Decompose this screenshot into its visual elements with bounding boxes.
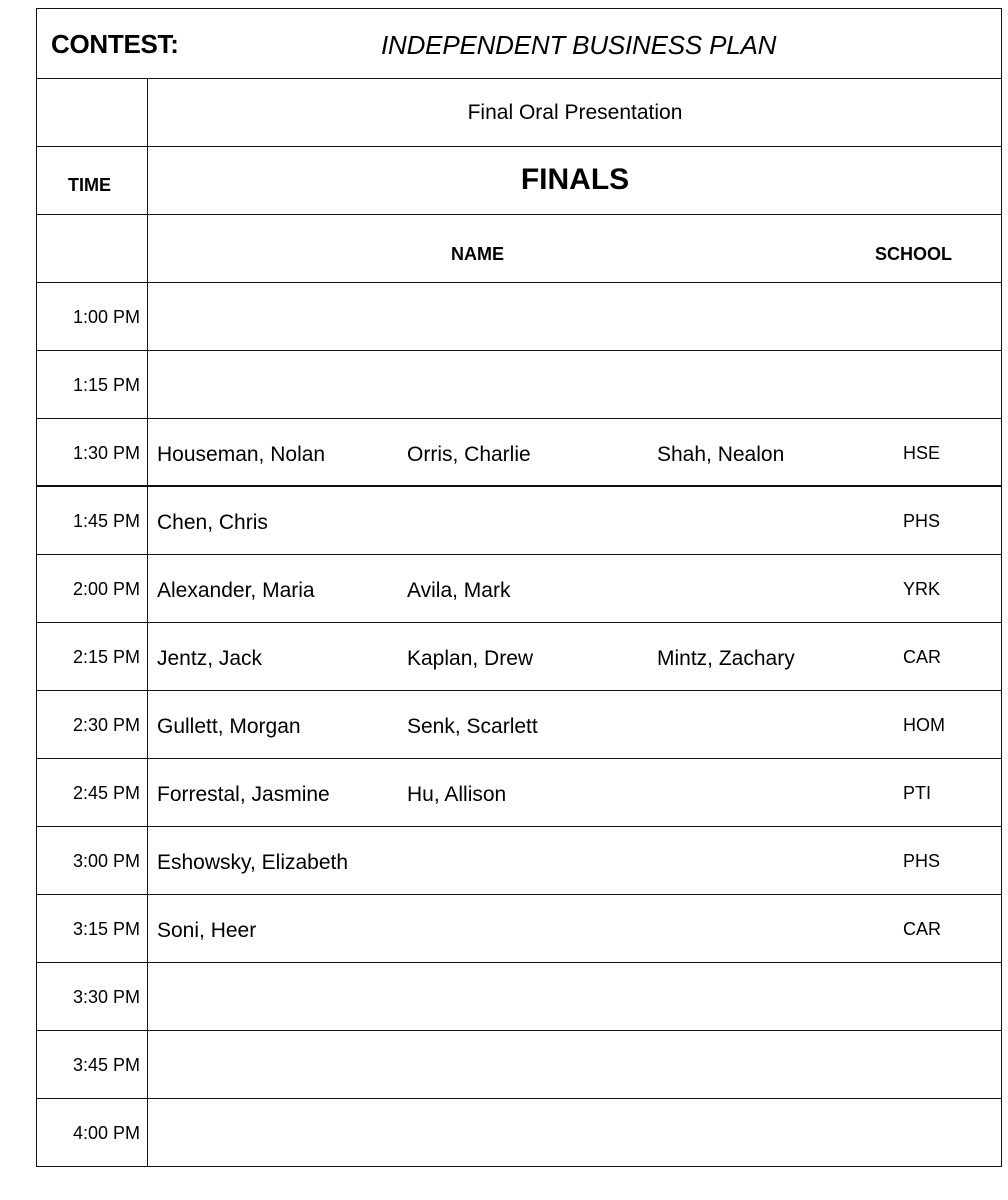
participants-cell — [149, 691, 1001, 758]
schedule-row — [37, 351, 1001, 419]
time-cell — [37, 827, 148, 894]
schedule-slots — [37, 283, 1001, 1167]
slot-time: 3:00 PM — [72, 851, 140, 871]
participant-name: Soni, Heer — [157, 919, 257, 942]
subtitle-cell — [149, 79, 1001, 146]
school-code: CAR — [903, 647, 942, 667]
participant-name: Senk, Scarlett — [407, 715, 538, 738]
participants-cell — [149, 555, 1001, 622]
school-code: PTI — [903, 783, 932, 803]
school-code: HOM — [903, 715, 945, 735]
participant-name: Eshowsky, Elizabeth — [157, 851, 349, 874]
participant-name: Avila, Mark — [407, 579, 511, 602]
round-title: FINALS — [520, 163, 630, 196]
subtitle-row — [37, 79, 1001, 147]
school-code: HSE — [903, 443, 941, 463]
slot-time: 3:15 PM — [72, 919, 140, 939]
school-code: CAR — [903, 919, 942, 939]
participants-cell — [149, 759, 1001, 826]
participants-cell — [149, 1099, 1001, 1166]
schedule-row — [37, 1099, 1001, 1167]
schedule-row — [37, 419, 1001, 487]
slot-time: 2:45 PM — [72, 783, 140, 803]
time-header: TIME — [68, 175, 111, 195]
time-cell — [37, 555, 148, 622]
participants-cell — [149, 963, 1001, 1030]
participant-name: Chen, Chris — [157, 511, 268, 534]
participant-name: Forrestal, Jasmine — [157, 783, 330, 806]
column-header-cell — [149, 215, 1001, 282]
schedule-row — [37, 759, 1001, 827]
participants-cell — [149, 895, 1001, 962]
time-cell — [37, 419, 148, 485]
schedule-sheet — [36, 8, 1002, 1167]
participant-name: Shah, Nealon — [657, 443, 785, 466]
subtitle: Final Oral Presentation — [467, 101, 683, 124]
time-header-cell — [37, 147, 148, 214]
participant-name: Gullett, Morgan — [157, 715, 301, 738]
participant-name: Houseman, Nolan — [157, 443, 326, 466]
schedule-row — [37, 623, 1001, 691]
participant-name: Hu, Allison — [407, 783, 507, 806]
contest-name: INDEPENDENT BUSINESS PLAN — [381, 30, 777, 60]
time-cell — [37, 487, 148, 554]
schedule-row — [37, 963, 1001, 1031]
participant-name: Jentz, Jack — [157, 647, 263, 670]
schedule-row — [37, 1031, 1001, 1099]
participants-cell — [149, 419, 1001, 485]
participant-name: Alexander, Maria — [157, 579, 315, 602]
time-cell — [37, 283, 148, 350]
contest-row — [37, 9, 1001, 79]
participant-name: Orris, Charlie — [407, 443, 531, 466]
school-code: PHS — [903, 851, 941, 871]
time-cell — [37, 1031, 148, 1098]
slot-time: 2:15 PM — [72, 647, 140, 667]
slot-time: 3:30 PM — [72, 987, 140, 1007]
participants-cell — [149, 827, 1001, 894]
round-cell — [149, 147, 1001, 214]
slot-time: 1:15 PM — [72, 375, 140, 395]
schedule-row — [37, 487, 1001, 555]
schedule-row — [37, 555, 1001, 623]
time-cell — [37, 963, 148, 1030]
time-cell — [37, 1099, 148, 1166]
school-header: SCHOOL — [875, 244, 953, 264]
contest-label: CONTEST: — [51, 29, 179, 59]
slot-time: 1:00 PM — [72, 307, 140, 327]
school-code: YRK — [903, 579, 941, 599]
slot-time: 2:00 PM — [72, 579, 140, 599]
participant-name: Kaplan, Drew — [407, 647, 534, 670]
school-code: PHS — [903, 511, 941, 531]
time-cell — [37, 351, 148, 418]
schedule-row — [37, 895, 1001, 963]
schedule-row — [37, 827, 1001, 895]
time-cell — [37, 623, 148, 690]
slot-time: 1:45 PM — [72, 511, 140, 531]
name-header: NAME — [451, 244, 504, 264]
slot-time: 1:30 PM — [72, 443, 140, 463]
round-row — [37, 147, 1001, 215]
time-cell — [37, 215, 148, 282]
column-header-row — [37, 215, 1001, 283]
slot-time: 2:30 PM — [72, 715, 140, 735]
participants-cell — [149, 351, 1001, 418]
time-cell — [37, 759, 148, 826]
slot-time: 3:45 PM — [72, 1055, 140, 1075]
time-cell — [37, 691, 148, 758]
participants-cell — [149, 487, 1001, 554]
schedule-row — [37, 691, 1001, 759]
participant-name: Mintz, Zachary — [657, 647, 795, 670]
participants-cell — [149, 623, 1001, 690]
time-cell — [37, 79, 148, 146]
participants-cell — [149, 283, 1001, 350]
participants-cell — [149, 1031, 1001, 1098]
time-cell — [37, 895, 148, 962]
slot-time: 4:00 PM — [72, 1123, 140, 1143]
schedule-row — [37, 283, 1001, 351]
